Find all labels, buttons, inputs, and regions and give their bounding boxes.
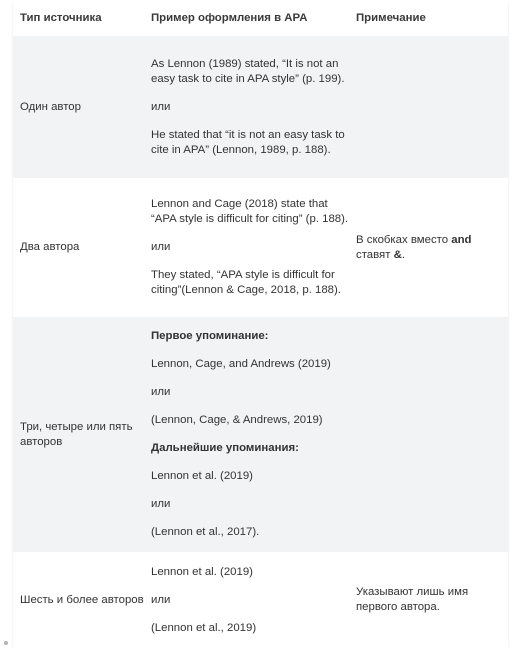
example-line: (Lennon et al., 2019) xyxy=(151,621,257,634)
or-text: или xyxy=(151,100,171,113)
or-text: или xyxy=(151,241,171,253)
row-two-authors-type xyxy=(13,178,144,317)
row-three-five-authors-note xyxy=(349,317,508,552)
citation-table xyxy=(13,0,508,648)
header-note: Примечание xyxy=(349,0,508,36)
header-apa-example: Пример оформления в APA xyxy=(144,0,349,36)
source-type-text: Один автор xyxy=(20,100,81,113)
row-one-author-note xyxy=(349,36,508,178)
note-bold-and: and xyxy=(451,233,472,246)
note-text: Указывают лишь имя первого автора. xyxy=(356,586,469,613)
first-mention-heading: Первое упоминание: xyxy=(151,330,269,342)
row-six-authors-example xyxy=(144,552,349,648)
example-line: (Lennon et al., 2017). xyxy=(151,526,260,538)
example-line: Lennon and Cage (2018) state that “APA style is difficult for citing” (p. 188). xyxy=(151,198,349,225)
row-two-authors-note xyxy=(349,178,508,317)
or-text: или xyxy=(151,498,171,510)
row-six-authors-type xyxy=(13,552,144,648)
example-line: He stated that “it is not an easy task to cite in APA” (Lennon, 1989, p. 188). xyxy=(151,128,345,156)
row-one-author-type xyxy=(13,36,144,178)
header-source-type: Тип источника xyxy=(13,0,144,36)
source-type-text: Шесть и более авторов xyxy=(20,593,144,606)
note-text: В скобках вместо and ставят &. xyxy=(356,233,472,261)
further-mention-heading: Дальнейшие упоминания: xyxy=(151,442,299,454)
example-line: Lennon et al. (2019) xyxy=(151,565,253,578)
example-line: Lennon, Cage, and Andrews (2019) xyxy=(151,358,331,370)
row-three-five-authors-type xyxy=(13,317,144,552)
scroll-indicator-dot xyxy=(4,641,8,645)
row-two-authors-example xyxy=(144,178,349,317)
row-three-five-authors-example xyxy=(144,317,349,552)
row-six-authors-note xyxy=(349,552,508,648)
example-line: Lennon et al. (2019) xyxy=(151,470,253,482)
note-bold-ampersand: & xyxy=(393,248,402,261)
source-type-text: Три, четыре или пять авторов xyxy=(20,420,133,448)
or-text: или xyxy=(151,386,171,398)
example-line: As Lennon (1989) stated, “It is not an easy task to cite in APA style” (p. 199). xyxy=(151,57,345,85)
source-type-text: Два автора xyxy=(20,241,80,253)
row-one-author-example xyxy=(144,36,349,178)
or-text: или xyxy=(151,593,171,606)
example-line: (Lennon, Cage, & Andrews, 2019) xyxy=(151,414,323,426)
example-line: They stated, “APA style is difficult for citing”(Lennon & Cage, 2018, p. 188). xyxy=(151,269,341,296)
